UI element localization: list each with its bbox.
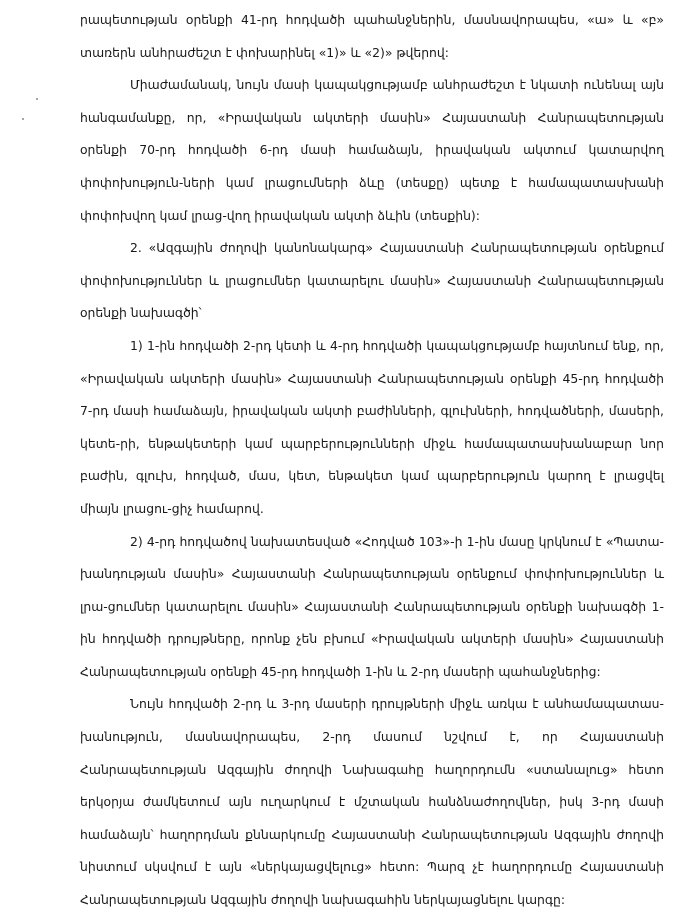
scan-speck [36,98,38,100]
scan-speck [22,118,24,120]
paragraph-point-1: 1) 1-ին հոդվածի 2-րդ կետի և 4-րդ հոդվածի կապակցությամբ հայտնում ենք, որ, «Իրավական ակտերի մասին» Հայաստանի Հանրապետության օրենքի 45-րդ հոդվածի 7-րդ մասի համաձայն, իրավական ակտի բաժինների, գլուխների, հոդվածների, մասերի, կետե-րի, ենթակետերի կամ պարբերությունների միջև համապատասխանաբար նոր բաժին, գլուխ, հոդված, մաս, կետ, ենթակետ կամ պարբերություն կարող է լրացվել միայն լրացու-ցիչ համարով. [80,337,664,516]
paragraph-point-2: 2) 4-րդ հոդվածով նախատեսված «Հոդված 103»-ի 1-ին մասը կրկնում է «Պատա-խանդության մասին» Հայաստանի Հանրապետության օրենքում փոփոխություններ և լրա-ցումներ կատարելու մասին» Հայաստանի Հանրապետության օրենքի նախագծի 1-ին հոդվածի դրույթները, որոնք չեն բխում «Իրավական ակտերի մասին» Հայաստանի Հանրապետության օրենքի 45-րդ հոդվածի 1-ին և 2-րդ մասերի պահանջներից: [80,533,664,679]
document-body [80,4,664,917]
paragraph-simultaneously: Միաժամանակ, նույն մասի կապակցությամբ անհրաժեշտ է նկատի ունենալ այն հանգամանքը, որ, «Իրավական ակտերի մասին» Հայաստանի Հանրապետության օրենքի 70-րդ հոդվածի 6-րդ մասի համաձայն, իրավական ակտում կատարվող փոփոխություն-ների կամ լրացումների ձևը (տեսքը) պետք է համապատասխանի փոփոխվող կամ լրաց-վող իրավական ակտի ձևին (տեսքին): [80,77,664,223]
paragraph-same-article: Նույն հոդվածի 2-րդ և 3-րդ մասերի դրույթների միջև առկա է անհամապատաս-խանություն, մասնավորապես, 2-րդ մասում նշվում է, որ Հայաստանի Հանրապետության Ազգային ժողովի Նախագահը հաղորդումն «ստանալուց» հետո երկօրյա ժամկետում այն ուղարկում է մշտական հանձնաժողովներ, իսկ 3-րդ մասի համաձայն՝ հաղորդման քննարկումը Հայաստանի Հանրապետության Ազգային ժողովի նիստում սկսվում է այն «ներկայացվելուց» հետո: Պարզ չէ հաղորդումը Հայաստանի Հանրապետության Ազգային ժողովի նախագահին ներկայացնելու կարգը: [80,696,664,908]
paragraph-continuation: րապետության օրենքի 41-րդ հոդվածի պահանջներին, մասնավորապես, «ա» և «բ» տառերն անհրաժեշտ է փոխարինել «1)» և «2)» թվերով: [80,12,664,60]
paragraph-section-2: 2. «Ազգային ժողովի կանոնակարգ» Հայաստանի Հանրապետության օրենքում փոփոխություններ և լրացումներ կատարելու մասին» Հայաստանի Հանրապետության օրենքի նախագծի՝ [80,240,664,321]
